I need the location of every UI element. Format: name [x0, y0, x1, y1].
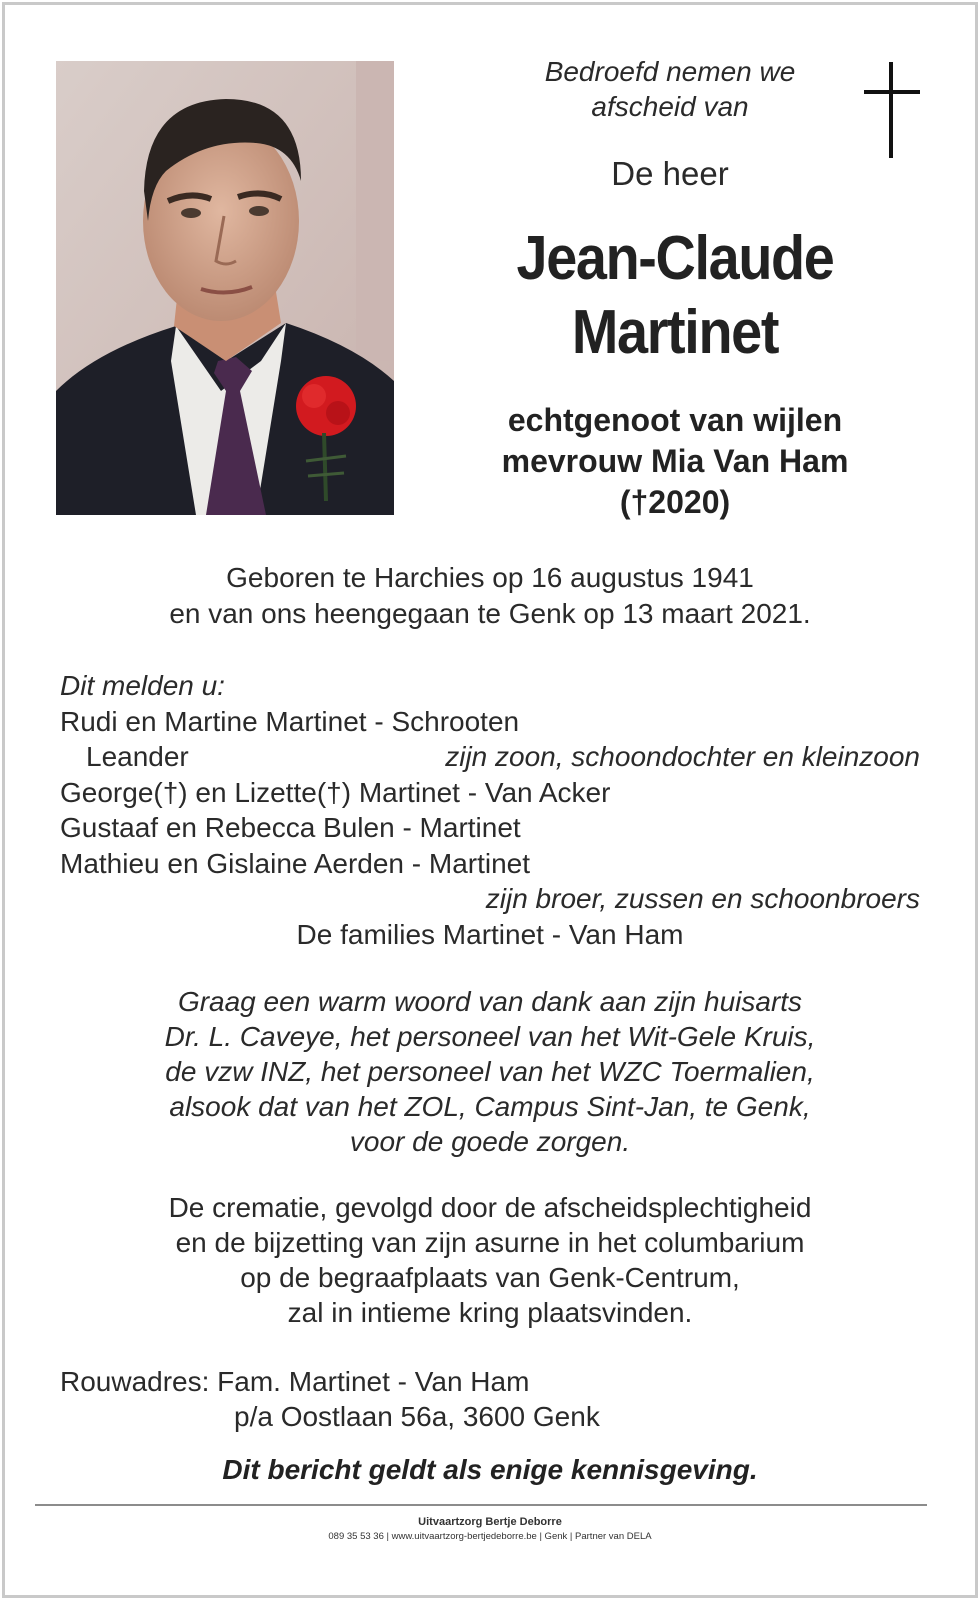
thanks-line: voor de goede zorgen.: [349, 1126, 631, 1157]
cremation-line: zal in intieme kring plaatsvinden.: [287, 1297, 693, 1328]
list-item: [60, 739, 920, 775]
grandchild-name: Leander: [86, 741, 189, 772]
deceased-name: [464, 222, 887, 370]
thanks-line: Graag een warm woord van dank aan zijn huisarts: [177, 986, 803, 1017]
intro-text: [500, 54, 840, 124]
relation-label: zijn broer, zussen en schoonbroers: [485, 883, 920, 914]
thanks-text: [40, 984, 940, 1159]
list-item: [60, 881, 920, 917]
cross-icon: [864, 62, 920, 158]
families-line: De families Martinet - Van Ham: [296, 918, 684, 950]
death-line: en van ons heengegaan te Genk op 13 maart 2021.: [169, 598, 811, 629]
intro-line: Bedroefd nemen we: [544, 56, 796, 87]
mourning-address: [60, 1364, 600, 1434]
list-item: Gustaaf en Rebecca Bulen - Martinet: [60, 812, 521, 843]
birth-death-info: [40, 560, 940, 632]
address-line: Rouwadres: Fam. Martinet - Van Ham: [60, 1366, 530, 1397]
list-item: Rudi en Martine Martinet - Schrooten: [60, 705, 520, 737]
spouse-line: (†2020): [619, 484, 731, 520]
notice-text: Dit bericht geldt als enige kennisgeving.: [222, 1454, 758, 1485]
last-name: Martinet: [571, 298, 779, 367]
cremation-line: op de begraafplaats van Genk-Centrum,: [240, 1262, 740, 1293]
cremation-text: [40, 1190, 940, 1330]
announcers-list: [60, 668, 920, 952]
spouse-line: mevrouw Mia Van Ham: [501, 443, 849, 479]
funeral-company-name: Uitvaartzorg Bertje Deborre: [418, 1516, 562, 1528]
funeral-company-info: 089 35 53 36 | www.uitvaartzorg-bertjedeborre.be | Genk | Partner van DELA: [328, 1531, 652, 1542]
birth-line: Geboren te Harchies op 16 augustus 1941: [226, 562, 754, 593]
cremation-line: en de bijzetting van zijn asurne in het columbarium: [175, 1227, 805, 1258]
footer-divider: [35, 1504, 927, 1506]
announcers-heading: Dit melden u:: [60, 670, 225, 701]
list-item: Mathieu en Gislaine Aerden - Martinet: [60, 847, 531, 879]
thanks-line: alsook dat van het ZOL, Campus Sint-Jan, te Genk,: [169, 1091, 811, 1122]
thanks-line: Dr. L. Caveye, het personeel van het Wit-Gele Kruis,: [164, 1021, 816, 1052]
relation-label: zijn zoon, schoondochter en kleinzoon: [445, 741, 920, 772]
thanks-line: de vzw INZ, het personeel van het WZC Toermalien,: [165, 1056, 815, 1087]
portrait-photo: [56, 61, 394, 515]
cremation-line: De crematie, gevolgd door de afscheidsplechtigheid: [168, 1192, 812, 1223]
spouse-line: echtgenoot van wijlen: [507, 402, 843, 438]
list-item: George(†) en Lizette(†) Martinet - Van Acker: [60, 776, 611, 808]
address-line: p/a Oostlaan 56a, 3600 Genk: [234, 1401, 600, 1432]
spouse-info: [440, 400, 910, 523]
intro-line: afscheid van: [591, 91, 749, 122]
first-name: Jean-Claude: [516, 224, 834, 293]
honorific: De heer: [611, 155, 729, 192]
